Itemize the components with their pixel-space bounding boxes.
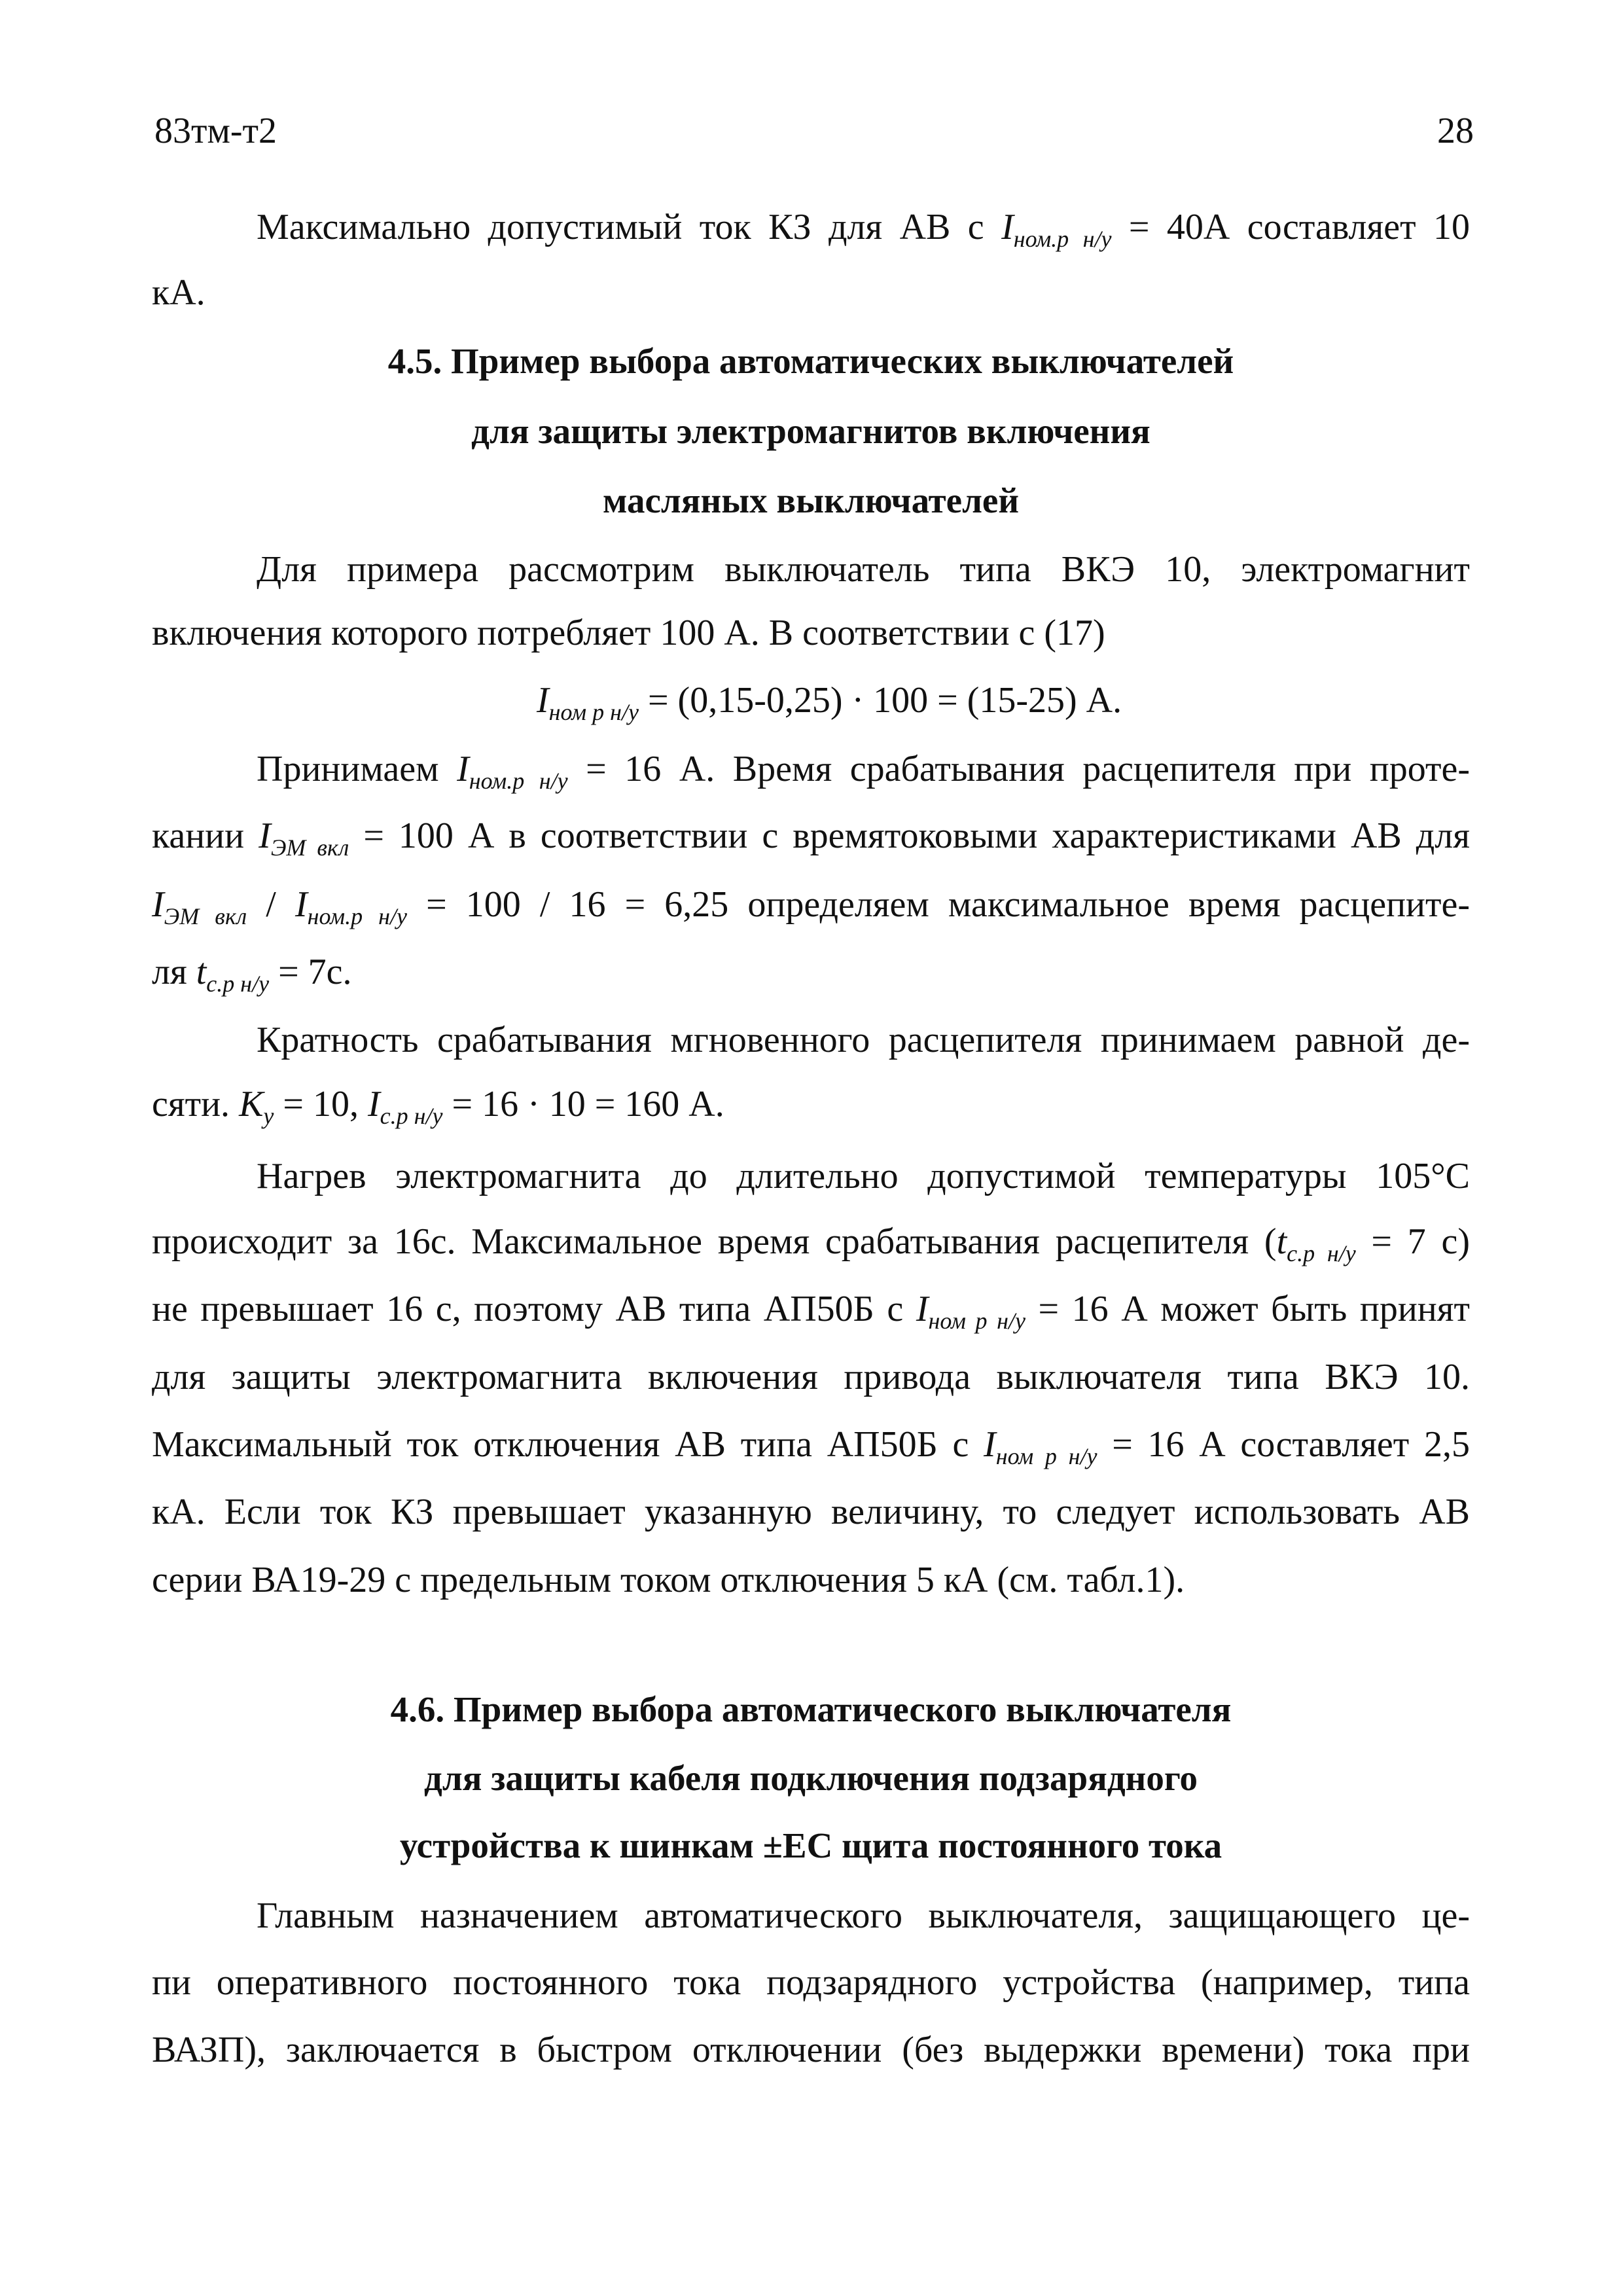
paragraph-line: ля $t_{с.р н/у} = 7с$. [152, 952, 352, 997]
paragraph-line: кании $I_{ЭМ вкл} = 100$ А в соответствии с времятоковыми характеристиками АВ для [152, 816, 1471, 861]
paragraph-line: ВАЗП), заключается в быстром отключении (без выдержки времени) тока при [152, 2030, 1470, 2070]
section-title: масляных выключателей [602, 480, 1020, 520]
section-title: устройства к шинкам ±ЕС щита постоянного тока [399, 1825, 1222, 1865]
paragraph-line: сяти. $K_у = 10$, $I_{с.р н/у} = 16 \cdot 10 = 160$ А. [152, 1084, 724, 1129]
section-title: для защиты кабеля подключения подзарядного [424, 1758, 1198, 1798]
paragraph-line: Кратность срабатывания мгновенного расцепителя принимаем равной де- [257, 1020, 1470, 1060]
paragraph-line: Максимальный ток отключения АВ типа АП50Б с $I_{ном р н/у} = 16$ А составляет 2,5 [152, 1424, 1470, 1469]
paragraph-line: Максимально допустимый ток КЗ для АВ с $I_{ном.р н/у} = 40А$ составляет 10 [257, 207, 1471, 252]
paragraph-line: Принимаем $I_{ном.р н/у} = 16$ А. Время срабатывания расцепителя при проте- [257, 749, 1470, 794]
paragraph-line: пи оперативного постоянного тока подзарядного устройства (например, типа [152, 1962, 1470, 2003]
paragraph-line: не превышает 16 с, поэтому АВ типа АП50Б с $I_{ном р н/у} = 16$ А может быть принят [152, 1289, 1471, 1334]
section-title: для защиты электромагнитов включения [471, 411, 1150, 451]
paragraph-line: для защиты электромагнита включения привода выключателя типа ВКЭ 10. [152, 1357, 1470, 1397]
paragraph-line: происходит за 16с. Максимальное время срабатывания расцепителя ($t_{с.р н/у} = 7$ с) [152, 1221, 1470, 1266]
paragraph-line: включения которого потребляет 100 А. В соответствии с (17) [152, 613, 1105, 653]
paragraph-line: серии ВА19-29 с предельным током отключения 5 кА (см. табл.1). [152, 1560, 1185, 1600]
page-number: 28 [1437, 111, 1474, 151]
paragraph-line: Главным назначением автоматического выключателя, защищающего це- [257, 1895, 1470, 1936]
paragraph-line: кА. Если ток КЗ превышает указанную величину, то следует использовать АВ [152, 1492, 1470, 1532]
section-title: 4.5. Пример выбора автоматических выключателей [387, 341, 1234, 381]
formula: $I_{ном р н/у} = (0,15-0,25) \cdot 100 = (15-25)$ А. [537, 680, 1122, 725]
paragraph-line: Нагрев электромагнита до длительно допустимой температуры 105°С [257, 1156, 1470, 1196]
document-code: 83тм-т2 [154, 111, 277, 151]
section-title: 4.6. Пример выбора автоматического выключателя [390, 1689, 1232, 1729]
paragraph-line: кА. [152, 272, 205, 313]
paragraph-line: $I_{ЭМ вкл} / I_{ном.р н/у} = 100 / 16 = 6,25$ определяем максимальное время расцепите- [152, 884, 1470, 929]
paragraph-line: Для примера рассмотрим выключатель типа ВКЭ 10, электромагнит [257, 549, 1470, 590]
